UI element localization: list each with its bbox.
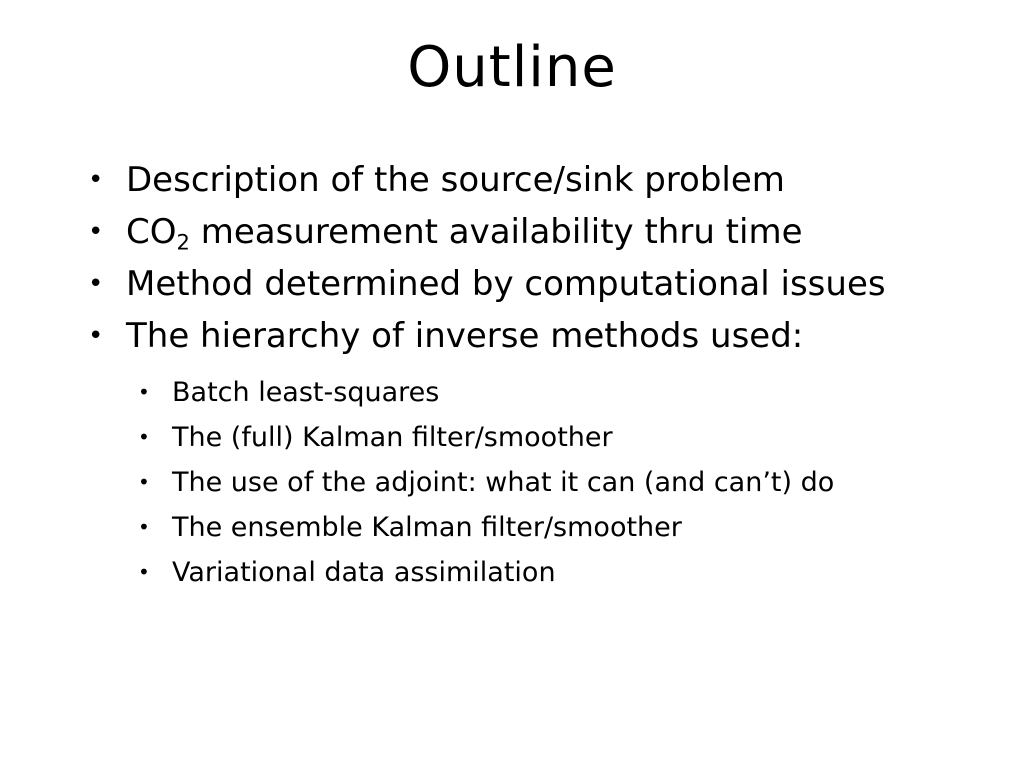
bullet-item-method: [88, 258, 1008, 310]
sub-bullet-dot: •: [138, 470, 150, 494]
slide-title: Outline: [407, 35, 617, 100]
sub-bullet-dot: •: [138, 380, 150, 404]
sub-bullet-dot: •: [138, 560, 150, 584]
sub-bullet-text: The ensemble Kalman filter/smoother: [172, 512, 682, 543]
bullet-dot: •: [88, 165, 104, 195]
sub-bullet-item: [138, 460, 1008, 505]
sub-bullet-item: [138, 370, 1008, 415]
sub-bullet-item: [138, 550, 1008, 595]
sub-bullet-dot: •: [138, 425, 150, 449]
sub-bullet-text: The use of the adjoint: what it can (and can’t) do: [172, 467, 835, 498]
bullet-dot: •: [88, 217, 104, 247]
sub-bullet-dot: •: [138, 515, 150, 539]
bullet-text: The hierarchy of inverse methods used:: [126, 316, 804, 356]
sub-bullet-text: Batch least-squares: [172, 377, 440, 408]
bullet-item-hierarchy: [88, 310, 1008, 362]
bullet-text-prefix: CO: [126, 212, 177, 252]
sub-bullet-text: Variational data assimilation: [172, 557, 556, 588]
bullet-dot: •: [88, 269, 104, 299]
bullet-list: [88, 154, 1008, 595]
bullet-dot: •: [88, 321, 104, 351]
bullet-text-subscript: 2: [176, 229, 190, 255]
bullet-text: Description of the source/sink problem: [126, 160, 785, 200]
bullet-item-co2: [88, 206, 1008, 258]
bullet-item-description: [88, 154, 1008, 206]
bullet-text-suffix: measurement availability thru time: [189, 212, 803, 252]
sub-bullet-item: [138, 415, 1008, 460]
bullet-text: Method determined by computational issues: [126, 264, 886, 304]
sub-bullet-text: The (full) Kalman filter/smoother: [172, 422, 613, 453]
sub-bullet-item: [138, 505, 1008, 550]
